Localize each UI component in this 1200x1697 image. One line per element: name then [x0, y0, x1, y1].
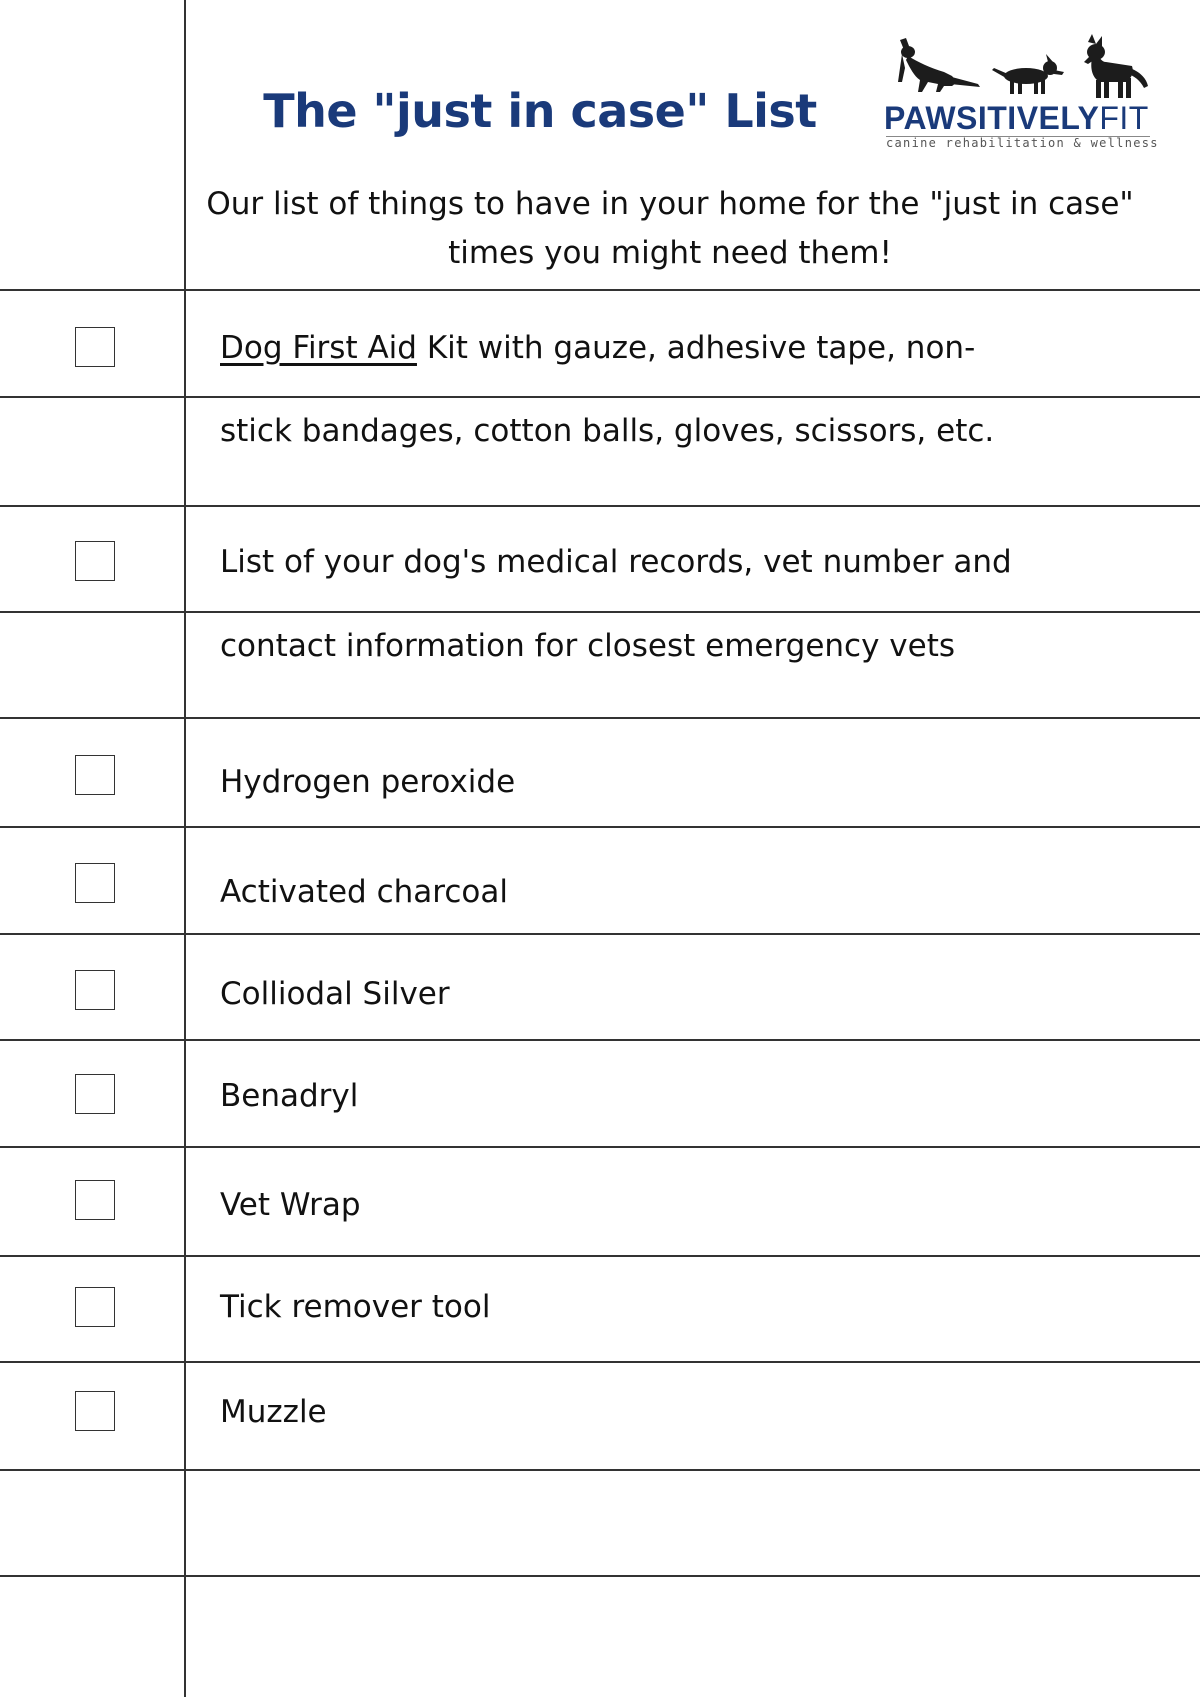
row-divider — [0, 933, 1200, 935]
row-divider — [0, 1361, 1200, 1363]
row-divider — [0, 1575, 1200, 1577]
row-divider — [0, 717, 1200, 719]
row-divider — [0, 396, 1200, 398]
checkbox-colloidal-silver[interactable] — [75, 970, 115, 1010]
list-item-medical-records-continued: contact information for closest emergency vets — [220, 628, 956, 664]
list-item-first-aid-kit — [220, 328, 975, 368]
column-divider — [184, 0, 186, 1697]
row-divider — [0, 1039, 1200, 1041]
list-item-activated-charcoal: Activated charcoal — [220, 874, 508, 910]
list-item-muzzle: Muzzle — [220, 1394, 327, 1430]
dog-first-aid-link[interactable]: Dog First Aid — [220, 330, 417, 366]
list-item-text: Kit with gauze, adhesive tape, non- — [416, 330, 976, 366]
list-item-medical-records: List of your dog's medical records, vet number and — [220, 544, 1012, 580]
row-divider — [0, 611, 1200, 613]
list-item-tick-remover: Tick remover tool — [220, 1289, 491, 1325]
list-item-hydrogen-peroxide: Hydrogen peroxide — [220, 764, 516, 800]
checkbox-medical-records[interactable] — [75, 541, 115, 581]
list-item-vet-wrap: Vet Wrap — [220, 1187, 361, 1223]
checkbox-vet-wrap[interactable] — [75, 1180, 115, 1220]
row-divider — [0, 1146, 1200, 1148]
brand-name-bold: PAWSITIVELY — [884, 100, 1100, 136]
row-divider — [0, 1469, 1200, 1471]
checkbox-benadryl[interactable] — [75, 1074, 115, 1114]
dog-silhouettes-icon — [878, 32, 1178, 102]
row-divider — [0, 1255, 1200, 1257]
row-divider — [0, 505, 1200, 507]
page-subtitle: Our list of things to have in your home for the "just in case" times you might need them! — [206, 186, 1134, 271]
list-item-colloidal-silver: Colliodal Silver — [220, 976, 450, 1012]
checkbox-first-aid-kit[interactable] — [75, 327, 115, 367]
list-item-first-aid-kit-continued: stick bandages, cotton balls, gloves, scissors, etc. — [220, 413, 995, 449]
checkbox-muzzle[interactable] — [75, 1391, 115, 1431]
row-divider — [0, 826, 1200, 828]
brand-tagline: canine rehabilitation & wellness — [886, 136, 1159, 150]
brand-logo — [878, 32, 1178, 152]
checkbox-activated-charcoal[interactable] — [75, 863, 115, 903]
brand-wordmark — [884, 100, 1149, 137]
page-title: The "just in case" List — [263, 84, 817, 138]
checkbox-hydrogen-peroxide[interactable] — [75, 755, 115, 795]
list-item-benadryl: Benadryl — [220, 1078, 359, 1114]
row-divider — [0, 289, 1200, 291]
brand-name-light: FIT — [1099, 100, 1149, 136]
checkbox-tick-remover[interactable] — [75, 1287, 115, 1327]
